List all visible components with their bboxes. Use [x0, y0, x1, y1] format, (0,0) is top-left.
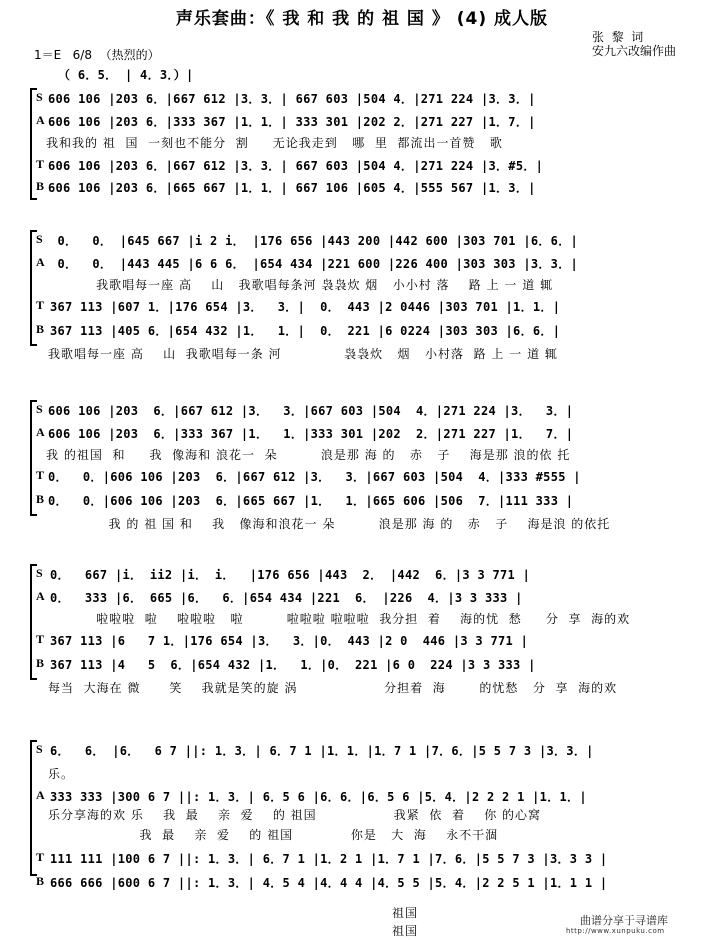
- system-brace: [30, 400, 32, 516]
- notation-line: 6． 6． |6． 6 7 ||: 1．3．| 6．7 1 |1．1．|1．7 1 |7．6．|5 5 7 3 |3．3．|: [50, 744, 594, 758]
- page-title: 声乐套曲：《 我 和 我 的 祖 国 》 (4) 成人版: [175, 9, 549, 29]
- voice-label: T: [36, 632, 45, 646]
- voice-label: S: [36, 742, 43, 756]
- notation-line: 0． 333 |6． 665 |6． 6．|654 434 |221 6． |226 4．|3 3 333 |: [50, 591, 523, 605]
- notation-line: 0． 0．|606 106 |203 6．|667 612 |3． 3．|667 603 |504 4．|333 #555 |: [48, 470, 581, 484]
- notation-line: 111 111 |100 6 7 ||: 1．3．| 6．7 1 |1．2 1 |1．7 1 |7．6．|5 5 7 3 |3．3 3 |: [50, 852, 608, 866]
- voice-label: T: [36, 157, 45, 171]
- voice-label: T: [36, 298, 45, 312]
- voice-label: B: [36, 874, 45, 888]
- voice-label: S: [36, 402, 43, 416]
- voice-label: B: [36, 179, 45, 193]
- notation-line: 606 106 |203 6．|667 612 |3．3．| 667 603 |504 4．|271 224 |3．#5．|: [48, 159, 544, 173]
- footer-lyric: 祖国: [392, 924, 419, 938]
- voice-label: A: [36, 255, 45, 269]
- lyric-line: 啦啦啦 啦 啦啦啦 啦 啦啦啦 啦啦啦 我分担 着 海的忧 愁 分 享 海的欢: [48, 612, 631, 626]
- notation-line: 606 106 |203 6．|333 367 |1． 1．|333 301 |202 2．|271 227 |1． 7．|: [48, 427, 574, 441]
- voice-label: B: [36, 322, 45, 336]
- notation-line: 0． 667 |i． ii2 |i． i． |176 656 |443 2． |442 6．|3 3 771 |: [50, 568, 531, 582]
- notation-line: 666 666 |600 6 7 ||: 1．3．| 4．5 4 |4．4 4 |4．5 5 |5．4．|2 2 5 1 |1．1 1 |: [50, 876, 608, 890]
- voice-label: S: [36, 90, 43, 104]
- system-brace: [30, 564, 32, 680]
- lyric-line: 我 的 祖 国 和 我 像海和浪花一 朵 浪是那 海 的 赤 子 海是浪 的依托: [46, 517, 611, 531]
- lyric-line: 我歌唱每一座 高 山 我歌唱每条河 袅袅炊 烟 小小村 落 路 上 一 道 辄: [48, 278, 554, 292]
- notation-line: 0． 0．|606 106 |203 6．|665 667 |1． 1．|665 606 |506 7．|111 333 |: [48, 494, 574, 508]
- notation-line: 0． 0． |645 667 |i 2 i． |176 656 |443 200 |442 600 |303 701 |6．6．|: [50, 234, 579, 248]
- lyric-line: 我 最 亲 爱 的 祖国 你是 大 海 永不干涸: [48, 828, 499, 842]
- system-brace: [30, 740, 32, 876]
- notation-line: 367 113 |405 6．|654 432 |1． 1．| 0． 221 |6 0224 |303 303 |6．6．|: [50, 324, 561, 338]
- notation-line: 367 113 |4 5 6．|654 432 |1． 1．|0． 221 |6 0 224 |3 3 333 |: [50, 658, 536, 672]
- voice-label: A: [36, 425, 45, 439]
- arranger-credit: 安九六改编作曲: [592, 44, 677, 58]
- notation-line: 333 333 |300 6 7 ||: 1．3．| 6．5 6 |6．6．|6．5 6 |5．4．|2 2 2 1 |1．1．|: [50, 790, 587, 804]
- voice-label: B: [36, 492, 45, 506]
- voice-label: T: [36, 468, 45, 482]
- system-brace: [30, 230, 32, 346]
- voice-label: B: [36, 656, 45, 670]
- watermark-text: 曲谱分享于寻谱库: [580, 914, 668, 927]
- notation-line: 606 106 |203 6．|667 612 |3． 3．|667 603 |504 4．|271 224 |3． 3．|: [48, 404, 574, 418]
- voice-label: S: [36, 232, 43, 246]
- lyric-line: 我和我的 祖 国 一刻也不能分 割 无论我走到 哪 里 都流出一首赞 歌: [46, 136, 503, 150]
- notation-line: 367 113 |6 7 1．|176 654 |3． 3．|0． 443 |2 0 446 |3 3 771 |: [50, 634, 529, 648]
- notation-line: 606 106 |203 6．|665 667 |1．1．| 667 106 |605 4．|555 567 |1．3．|: [48, 181, 536, 195]
- voice-label: A: [36, 113, 45, 127]
- voice-label: T: [36, 850, 45, 864]
- lyric-line: 乐分享海的欢 乐 我 最 亲 爱 的 祖国 我紧 依 着 你 的心窝: [48, 808, 542, 822]
- voice-label: S: [36, 566, 43, 580]
- lyric-line: 我歌唱每一座 高 山 我歌唱每一条 河 袅袅炊 烟 小村落 路 上 一 道 辄: [48, 347, 558, 361]
- notation-line: 367 113 |607 1．|176 654 |3． 3．| 0． 443 |2 0446 |303 701 |1．1．|: [50, 300, 561, 314]
- notation-line: 0． 0． |443 445 |6 6 6． |654 434 |221 600 |226 400 |303 303 |3．3．|: [50, 257, 579, 271]
- key-tempo: 1＝E 6/8 （热烈的）: [34, 48, 160, 62]
- lyricist-credit: 张 黎 词: [592, 30, 644, 44]
- lyric-line: 每当 大海在 微 笑 我就是笑的旋 涡 分担着 海 的忧愁 分 享 海的欢: [48, 681, 618, 695]
- footer-lyric: 祖国: [392, 906, 419, 920]
- lyric-line: 乐。: [48, 767, 75, 781]
- intro-notation: （ 6．5． | 4．3．）|: [58, 68, 194, 82]
- voice-label: A: [36, 589, 45, 603]
- lyric-line: 我 的祖国 和 我 像海和 浪花一 朵 浪是那 海 的 赤 子 海是那 浪的依 托: [46, 448, 571, 462]
- notation-line: 606 106 |203 6．|667 612 |3．3．| 667 603 |504 4．|271 224 |3．3．|: [48, 92, 536, 106]
- voice-label: A: [36, 788, 45, 802]
- system-brace: [30, 88, 32, 200]
- watermark-url: http://www.xunpuku.com: [566, 927, 665, 935]
- notation-line: 606 106 |203 6．|333 367 |1．1．| 333 301 |202 2．|271 227 |1．7．|: [48, 115, 536, 129]
